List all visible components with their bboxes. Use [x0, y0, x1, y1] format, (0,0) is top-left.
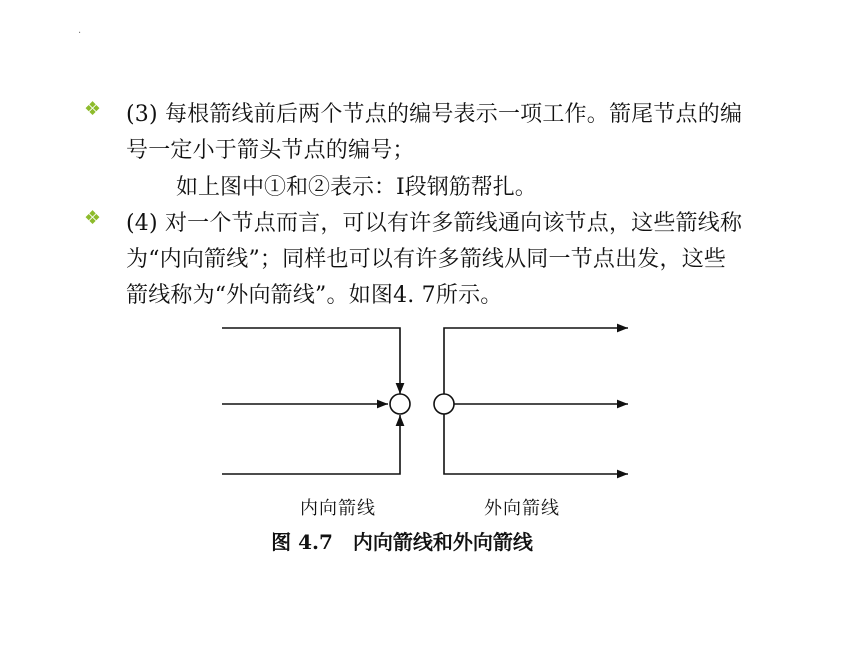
- label-outward: 外向箭线: [484, 498, 560, 519]
- example-line: 如上图中①和②表示：Ⅰ段钢筋帮扎。: [176, 175, 537, 200]
- corner-dot: ·: [78, 28, 82, 39]
- outward-arrow-top: [444, 328, 628, 394]
- item-3-line-1: (3) 每根箭线前后两个节点的编号表示一项工作。箭尾节点的编: [126, 102, 743, 127]
- item-4-line-2: 为“内向箭线”；同样也可以有许多箭线从同一节点出发，这些: [126, 247, 727, 272]
- outward-node: [434, 394, 454, 414]
- outward-arrows: [434, 328, 628, 474]
- label-inward: 内向箭线: [300, 498, 376, 519]
- outward-arrow-bottom: [444, 414, 628, 474]
- item-4-text: [126, 206, 802, 314]
- item-3-line-2: 号一定小于箭头节点的编号；: [126, 138, 415, 163]
- inward-arrow-bottom: [222, 415, 400, 474]
- item-3-text: [126, 97, 802, 169]
- figure-caption: 图 4.7 内向箭线和外向箭线: [271, 530, 533, 554]
- diamond-cross-bullet-icon: ❖: [84, 98, 102, 120]
- inward-arrow-top: [222, 328, 400, 394]
- arrow-figure: [218, 318, 638, 568]
- inward-arrows: [222, 328, 410, 474]
- item-4-line-1: (4) 对一个节点而言，可以有许多箭线通向该节点，这些箭线称: [126, 211, 743, 236]
- arrow-diagram: [218, 318, 638, 568]
- item-4-line-3: 箭线称为“外向箭线”。如图4. 7所示。: [126, 283, 503, 308]
- inward-node: [390, 394, 410, 414]
- diamond-cross-bullet-icon: ❖: [84, 207, 102, 229]
